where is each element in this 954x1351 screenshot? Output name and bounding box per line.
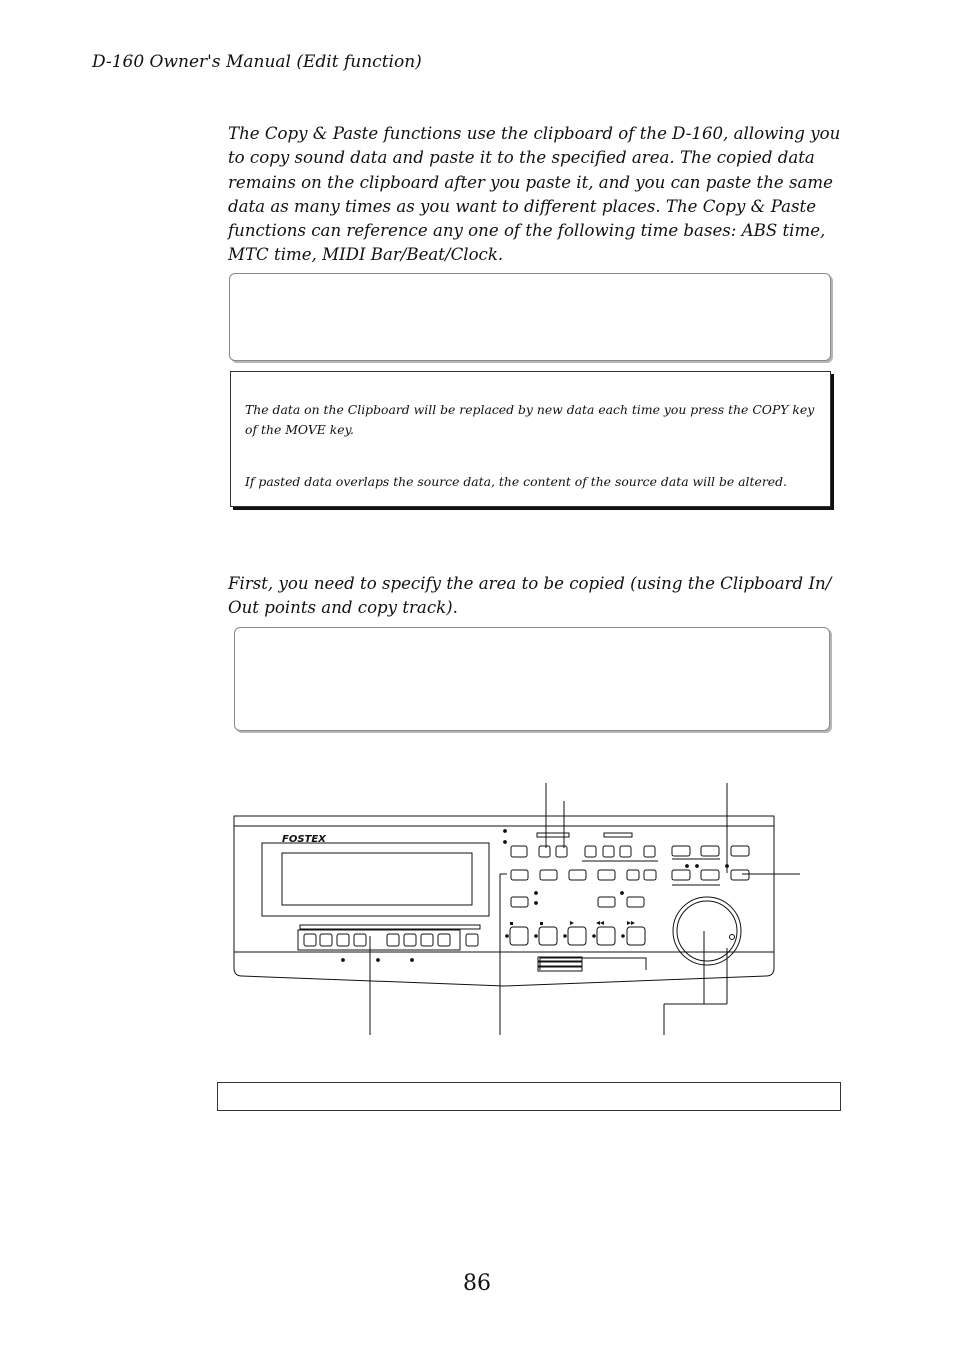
note-paragraph-2: If pasted data overlaps the source data, the content of the source data will be altered.	[245, 474, 787, 489]
note-paragraph-1: The data on the Clipboard will be replaced by new data each time you press the COPY key of the MOVE key.	[245, 402, 815, 437]
brand-logo: FOSTEX	[282, 834, 326, 845]
empty-callout-box-2	[234, 627, 830, 731]
track-keys-group	[298, 930, 460, 950]
jog-shuttle-wheel	[673, 897, 741, 965]
transport-keys	[506, 927, 645, 945]
device-front-panel-diagram	[0, 770, 954, 1070]
page-header: D-160 Owner's Manual (Edit function)	[92, 52, 422, 72]
intro-paragraph: The Copy & Paste functions use the clipboard of the D-160, allowing you to copy sound data and paste it to the specified area. The copied data remains on the clipboard after you paste it, and you can paste the same data as many times as you want to different places. The Copy & Paste functions can reference any one of the following time bases: ABS time, MTC time, MIDI Bar/Beat/Clock.	[228, 124, 841, 265]
display-inner	[282, 853, 472, 905]
transport-symbols	[510, 921, 635, 925]
figure-caption-box	[217, 1082, 841, 1111]
note-box	[230, 371, 831, 507]
step-paragraph: First, you need to specify the area to be copied (using the Clipboard In/ Out points and copy track).	[228, 574, 832, 618]
empty-callout-box	[229, 273, 831, 361]
track-select-keys	[304, 934, 478, 946]
page-number: 86	[463, 1271, 491, 1296]
callout-lines	[370, 783, 800, 1035]
upper-function-keys	[511, 833, 749, 861]
